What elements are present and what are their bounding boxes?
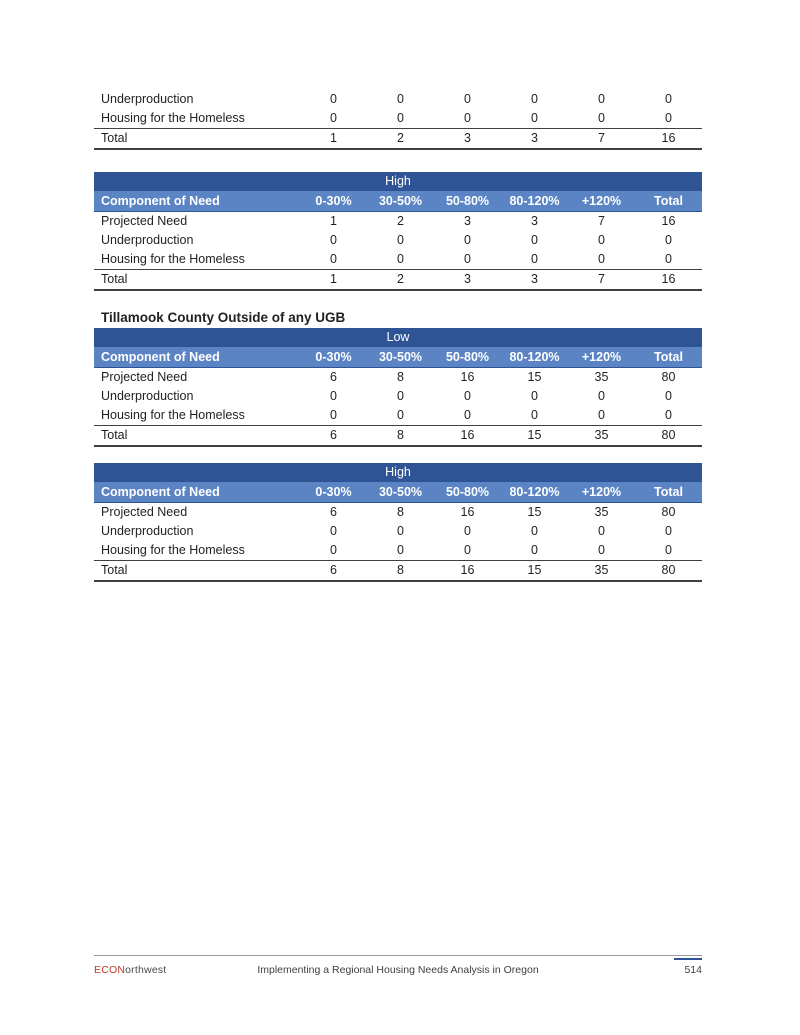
cell: 3 [434,270,501,291]
cell: 1 [300,270,367,291]
table-total-row [94,270,702,291]
cell: 0 [635,541,702,561]
cell: 0 [501,541,568,561]
cell: 0 [330,233,337,247]
cell: 0 [434,541,501,561]
cell: 0 [598,92,605,106]
row-label: Projected Need [101,214,188,228]
cell: 0 [665,524,672,538]
cell: 15 [501,426,568,447]
cell: 15 [527,370,542,384]
cell: 35 [594,505,609,519]
cell: 0 [665,389,672,403]
cell: 0 [598,233,605,247]
cell: 8 [367,561,434,582]
cell: 3 [531,214,538,228]
logo-text-secondary: orthwest [125,964,167,976]
needs-table-high-2 [94,463,702,582]
column-header: Total [635,482,702,503]
cell: 15 [501,561,568,582]
cell: 8 [367,426,434,447]
table-header-row [94,191,702,212]
table-row [94,406,702,426]
cell: 0 [598,524,605,538]
cell: 0 [434,109,501,129]
table-row [94,503,702,523]
column-header: 30-50% [367,482,434,503]
cell: 0 [501,109,568,129]
cell: 3 [434,129,501,150]
table-row [94,387,702,406]
row-label: Underproduction [101,233,194,247]
column-header: 80-120% [501,482,568,503]
column-header: +120% [568,482,635,503]
cell: 80 [635,561,702,582]
page-number: 514 [684,964,702,976]
cell: 0 [568,109,635,129]
cell: 16 [434,426,501,447]
cell: 0 [330,92,337,106]
table-header-row [94,482,702,503]
cell: 0 [330,524,337,538]
column-header: 50-80% [434,191,501,212]
cell: 8 [397,505,404,519]
table-total-row [94,561,702,582]
cell: 35 [594,370,609,384]
cell: 0 [397,524,404,538]
column-header: 0-30% [300,191,367,212]
cell: 0 [300,109,367,129]
table-row [94,541,702,561]
cell: 1 [300,129,367,150]
cell: 0 [568,406,635,426]
cell: 16 [661,214,676,228]
cell: 0 [367,406,434,426]
cell: 0 [501,250,568,270]
cell: 0 [531,233,538,247]
row-label: Housing for the Homeless [94,250,300,270]
cell: 0 [568,250,635,270]
cell: 35 [568,561,635,582]
cell: 16 [460,505,475,519]
cell: 8 [397,370,404,384]
column-header: 30-50% [367,347,434,368]
cell: 0 [397,389,404,403]
cell: 0 [531,389,538,403]
table-row [94,212,702,232]
logo-text-primary: ECON [94,964,126,976]
cell: 0 [367,250,434,270]
column-header: +120% [568,191,635,212]
cell: 3 [501,270,568,291]
row-label: Projected Need [101,505,188,519]
cell: 0 [568,541,635,561]
cell: 1 [330,214,337,228]
column-header: 0-30% [300,347,367,368]
cell: 0 [464,233,471,247]
cell: 0 [300,250,367,270]
column-header: 30-50% [367,191,434,212]
column-header: Total [635,191,702,212]
column-header: +120% [568,347,635,368]
cell: 0 [434,406,501,426]
page-footer [94,964,702,980]
row-label: Housing for the Homeless [94,406,300,426]
table-band-title [94,172,702,191]
cell: 0 [300,541,367,561]
table-total-row [94,129,702,150]
cell: 0 [397,92,404,106]
column-header: 50-80% [434,482,501,503]
row-label: Total [94,561,300,582]
cell: 0 [434,250,501,270]
cell: 3 [501,129,568,150]
cell: 0 [531,524,538,538]
table-total-row [94,426,702,447]
table-row [94,109,702,129]
row-label: Underproduction [101,92,194,106]
row-label: Total [94,129,300,150]
cell: 2 [367,270,434,291]
cell: 0 [635,109,702,129]
row-label: Underproduction [101,389,194,403]
table-row [94,522,702,541]
cell: 2 [367,129,434,150]
cell: 6 [330,370,337,384]
cell: 6 [330,505,337,519]
cell: 0 [665,92,672,106]
cell: 0 [397,233,404,247]
cell: 80 [661,370,676,384]
cell: 0 [501,406,568,426]
cell: 0 [300,406,367,426]
table-header-row [94,347,702,368]
cell: 7 [568,270,635,291]
table-row [94,368,702,388]
band-label: High [94,463,702,482]
column-header: 80-120% [501,191,568,212]
column-header: Total [635,347,702,368]
cell: 16 [460,370,475,384]
cell: 0 [598,389,605,403]
row-label: Total [94,426,300,447]
table-row [94,250,702,270]
cell: 80 [661,505,676,519]
cell: 0 [464,389,471,403]
footer-accent-rule [674,958,702,960]
cell: 35 [568,426,635,447]
cell: 0 [367,109,434,129]
continued-needs-table [94,90,702,150]
needs-table-high-1 [94,172,702,291]
cell: 6 [300,561,367,582]
cell: 0 [367,541,434,561]
needs-table-low [94,328,702,447]
table-band-title [94,328,702,347]
cell: 15 [527,505,542,519]
column-header: Component of Need [94,347,300,368]
row-label: Housing for the Homeless [94,541,300,561]
table-row [94,90,702,109]
section-heading: Tillamook County Outside of any UGB [101,310,346,325]
cell: 6 [300,426,367,447]
cell: 16 [635,270,702,291]
cell: 0 [665,233,672,247]
table-row [94,231,702,250]
cell: 2 [397,214,404,228]
cell: 0 [330,389,337,403]
cell: 80 [635,426,702,447]
column-header: 50-80% [434,347,501,368]
cell: 0 [464,524,471,538]
column-header: 0-30% [300,482,367,503]
footer-divider [94,955,702,956]
row-label: Projected Need [101,370,188,384]
cell: 16 [434,561,501,582]
cell: 0 [531,92,538,106]
column-header: 80-120% [501,347,568,368]
cell: 7 [598,214,605,228]
cell: 16 [635,129,702,150]
band-label: Low [94,328,702,347]
cell: 0 [635,250,702,270]
footer-title: Implementing a Regional Housing Needs Analysis in Oregon [257,964,539,976]
table-band-title [94,463,702,482]
column-header: Component of Need [94,191,300,212]
column-header: Component of Need [94,482,300,503]
row-label: Underproduction [101,524,194,538]
row-label: Housing for the Homeless [94,109,300,129]
cell: 7 [568,129,635,150]
band-label: High [94,172,702,191]
cell: 3 [464,214,471,228]
cell: 0 [464,92,471,106]
row-label: Total [94,270,300,291]
cell: 0 [635,406,702,426]
